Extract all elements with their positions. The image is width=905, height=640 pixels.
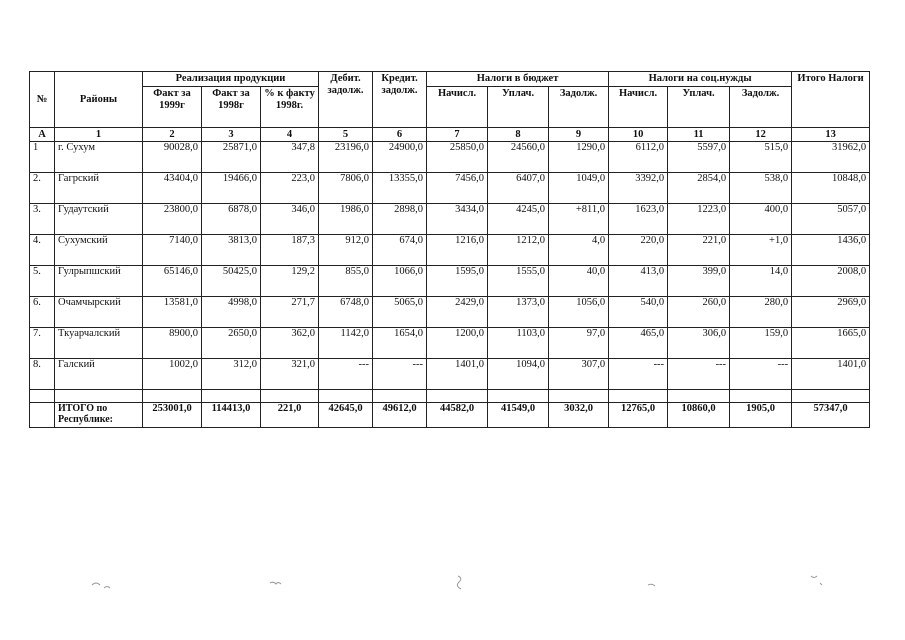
data-cell: 129,2 [261, 266, 319, 297]
data-cell: 912,0 [319, 235, 373, 266]
header-group-sales: Реализация продукции [143, 72, 319, 87]
header-budget-debt: Задолж. [549, 87, 609, 128]
data-cell: 24900,0 [373, 142, 427, 173]
data-cell: 4245,0 [488, 204, 549, 235]
data-cell: 347,8 [261, 142, 319, 173]
column-number: 9 [549, 128, 609, 142]
data-cell: 4998,0 [202, 297, 261, 328]
data-cell: 50425,0 [202, 266, 261, 297]
data-cell: 2429,0 [427, 297, 488, 328]
data-cell: 7140,0 [143, 235, 202, 266]
data-cell: 7806,0 [319, 173, 373, 204]
data-cell: 1373,0 [488, 297, 549, 328]
header-credit: Кредит. задолж. [373, 72, 427, 128]
data-cell: +1,0 [730, 235, 792, 266]
data-cell: 280,0 [730, 297, 792, 328]
data-cell: 346,0 [261, 204, 319, 235]
column-number: 10 [609, 128, 668, 142]
total-cell: 253001,0 [143, 403, 202, 428]
scan-speck [270, 582, 281, 584]
data-cell: +811,0 [549, 204, 609, 235]
column-number: 8 [488, 128, 549, 142]
data-cell: 1049,0 [549, 173, 609, 204]
column-number: 3 [202, 128, 261, 142]
data-cell: --- [609, 359, 668, 390]
header-district: Районы [55, 72, 143, 128]
total-row [30, 403, 870, 428]
header-social-debt: Задолж. [730, 87, 792, 128]
district-name: Сухумский [55, 235, 143, 266]
total-cell: 10860,0 [668, 403, 730, 428]
data-cell: 1665,0 [792, 328, 870, 359]
row-number: 8. [30, 359, 55, 390]
data-cell: 24560,0 [488, 142, 549, 173]
district-name: Гагрский [55, 173, 143, 204]
data-cell: 221,0 [668, 235, 730, 266]
data-cell: 515,0 [730, 142, 792, 173]
data-cell: 1623,0 [609, 204, 668, 235]
total-cell: 44582,0 [427, 403, 488, 428]
table-row [30, 359, 870, 390]
data-cell: 2650,0 [202, 328, 261, 359]
data-cell: 1223,0 [668, 204, 730, 235]
table-row [30, 297, 870, 328]
data-cell: 312,0 [202, 359, 261, 390]
header-percent: % к факту 1998г. [261, 87, 319, 128]
scan-speck [811, 576, 822, 585]
data-cell: 400,0 [730, 204, 792, 235]
empty-row [30, 390, 870, 403]
data-cell: 4,0 [549, 235, 609, 266]
total-cell: 42645,0 [319, 403, 373, 428]
data-cell: 13581,0 [143, 297, 202, 328]
data-cell: 7456,0 [427, 173, 488, 204]
total-cell: 1905,0 [730, 403, 792, 428]
data-cell: 1216,0 [427, 235, 488, 266]
data-cell: 1066,0 [373, 266, 427, 297]
table-row [30, 266, 870, 297]
district-name: Гулрыпшский [55, 266, 143, 297]
data-cell: 6748,0 [319, 297, 373, 328]
data-cell: 25871,0 [202, 142, 261, 173]
data-cell: 159,0 [730, 328, 792, 359]
data-cell: 674,0 [373, 235, 427, 266]
row-number: 4. [30, 235, 55, 266]
row-number: 1 [30, 142, 55, 173]
data-cell: 6112,0 [609, 142, 668, 173]
data-cell: 1212,0 [488, 235, 549, 266]
column-number: 6 [373, 128, 427, 142]
data-cell: 6878,0 [202, 204, 261, 235]
data-cell: 5057,0 [792, 204, 870, 235]
table-row [30, 204, 870, 235]
data-cell: 1103,0 [488, 328, 549, 359]
data-cell: 321,0 [261, 359, 319, 390]
total-cell: 221,0 [261, 403, 319, 428]
data-cell: 43404,0 [143, 173, 202, 204]
data-cell: --- [730, 359, 792, 390]
data-cell: 90028,0 [143, 142, 202, 173]
data-cell: 25850,0 [427, 142, 488, 173]
data-cell: 3813,0 [202, 235, 261, 266]
total-cell: 114413,0 [202, 403, 261, 428]
data-cell: 1056,0 [549, 297, 609, 328]
column-number: А [30, 128, 55, 142]
data-cell: 1555,0 [488, 266, 549, 297]
data-cell: 271,7 [261, 297, 319, 328]
column-number: 7 [427, 128, 488, 142]
data-cell: 1654,0 [373, 328, 427, 359]
data-cell: 2854,0 [668, 173, 730, 204]
total-cell: 3032,0 [549, 403, 609, 428]
total-cell: 49612,0 [373, 403, 427, 428]
data-cell: 1436,0 [792, 235, 870, 266]
data-cell: --- [319, 359, 373, 390]
row-number: 5. [30, 266, 55, 297]
data-cell: 3392,0 [609, 173, 668, 204]
column-number: 12 [730, 128, 792, 142]
table-row [30, 142, 870, 173]
header-budget-accrued: Начисл. [427, 87, 488, 128]
data-cell: 1094,0 [488, 359, 549, 390]
header-debit: Дебит. задолж. [319, 72, 373, 128]
column-number: 2 [143, 128, 202, 142]
total-label: ИТОГО по Республике: [55, 403, 143, 428]
row-number: 7. [30, 328, 55, 359]
data-cell: --- [373, 359, 427, 390]
data-cell: 5065,0 [373, 297, 427, 328]
data-cell: 97,0 [549, 328, 609, 359]
column-number: 5 [319, 128, 373, 142]
data-cell: 3434,0 [427, 204, 488, 235]
data-cell: 8900,0 [143, 328, 202, 359]
district-name: Очамчырский [55, 297, 143, 328]
district-name: Галский [55, 359, 143, 390]
data-cell: 465,0 [609, 328, 668, 359]
total-cell: 12765,0 [609, 403, 668, 428]
tax-report-table [29, 71, 870, 428]
row-number: 3. [30, 204, 55, 235]
scan-speck [457, 576, 461, 589]
data-cell: 14,0 [730, 266, 792, 297]
data-cell: 6407,0 [488, 173, 549, 204]
district-name: Ткуарчалский [55, 328, 143, 359]
data-cell: 220,0 [609, 235, 668, 266]
row-number: 6. [30, 297, 55, 328]
header-social-paid: Уплач. [668, 87, 730, 128]
data-cell: 187,3 [261, 235, 319, 266]
table-row [30, 328, 870, 359]
column-number: 1 [55, 128, 143, 142]
row-number: 2. [30, 173, 55, 204]
data-cell: 40,0 [549, 266, 609, 297]
data-cell: 2898,0 [373, 204, 427, 235]
header-group-social: Налоги на соц.нужды [609, 72, 792, 87]
header-fact-1999: Факт за 1999г [143, 87, 202, 128]
header-total-taxes: Итого Налоги [792, 72, 870, 128]
data-cell: 307,0 [549, 359, 609, 390]
header-row-columns [30, 87, 870, 128]
data-cell: 1002,0 [143, 359, 202, 390]
column-number: 4 [261, 128, 319, 142]
data-cell: 306,0 [668, 328, 730, 359]
column-number: 11 [668, 128, 730, 142]
data-cell: 1200,0 [427, 328, 488, 359]
data-cell: 855,0 [319, 266, 373, 297]
data-cell: 399,0 [668, 266, 730, 297]
data-cell: 13355,0 [373, 173, 427, 204]
data-cell: 413,0 [609, 266, 668, 297]
data-cell: 223,0 [261, 173, 319, 204]
table-row [30, 173, 870, 204]
district-name: Гудаутский [55, 204, 143, 235]
scan-speck [648, 584, 655, 586]
data-cell: 538,0 [730, 173, 792, 204]
data-cell: 2008,0 [792, 266, 870, 297]
data-cell: 10848,0 [792, 173, 870, 204]
data-cell: 19466,0 [202, 173, 261, 204]
scan-speck [92, 583, 110, 588]
data-cell: 1401,0 [427, 359, 488, 390]
district-name: г. Сухум [55, 142, 143, 173]
data-cell: 1986,0 [319, 204, 373, 235]
data-cell: 5597,0 [668, 142, 730, 173]
total-cell: 57347,0 [792, 403, 870, 428]
data-cell: 65146,0 [143, 266, 202, 297]
header-row-groups [30, 72, 870, 87]
data-cell: 31962,0 [792, 142, 870, 173]
data-cell: 1401,0 [792, 359, 870, 390]
header-budget-paid: Уплач. [488, 87, 549, 128]
data-cell: 540,0 [609, 297, 668, 328]
data-cell: --- [668, 359, 730, 390]
header-group-budget: Налоги в бюджет [427, 72, 609, 87]
header-number: № [30, 72, 55, 128]
data-cell: 260,0 [668, 297, 730, 328]
column-number: 13 [792, 128, 870, 142]
header-fact-1998: Факт за 1998г [202, 87, 261, 128]
data-cell: 23800,0 [143, 204, 202, 235]
table-row [30, 235, 870, 266]
total-cell: 41549,0 [488, 403, 549, 428]
data-cell: 1290,0 [549, 142, 609, 173]
data-cell: 1595,0 [427, 266, 488, 297]
header-social-accrued: Начисл. [609, 87, 668, 128]
data-cell: 23196,0 [319, 142, 373, 173]
column-number-row [30, 128, 870, 142]
data-cell: 1142,0 [319, 328, 373, 359]
data-cell: 362,0 [261, 328, 319, 359]
data-cell: 2969,0 [792, 297, 870, 328]
